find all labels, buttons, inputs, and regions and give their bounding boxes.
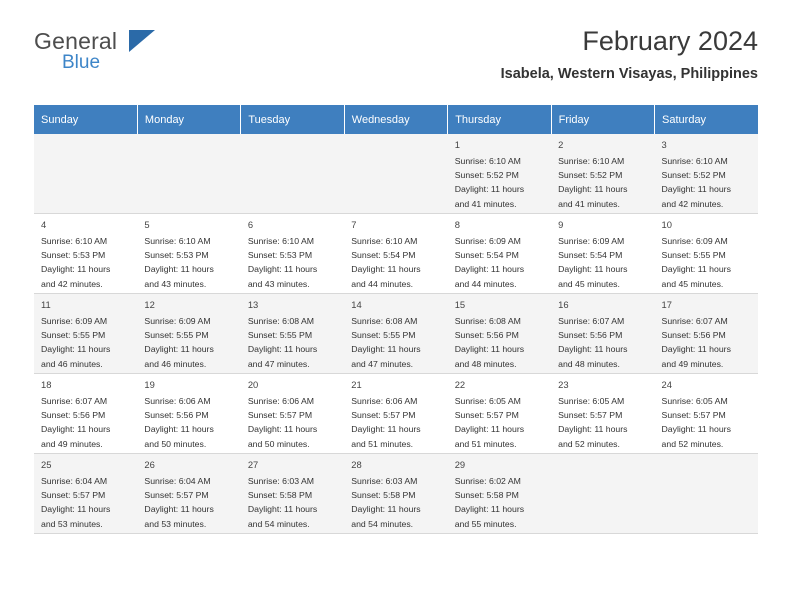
calendar-day-cell [655, 294, 758, 374]
calendar-day-number: 16 [558, 299, 569, 310]
calendar-day-number: 19 [144, 379, 155, 390]
calendar-day-number: 14 [351, 299, 362, 310]
calendar-day-info-line: and 49 minutes. [661, 358, 724, 369]
calendar-day-info-line: Daylight: 11 hours [351, 504, 421, 515]
calendar-week-row [34, 294, 758, 374]
calendar-day-cell [137, 454, 240, 534]
brand-name-blue: Blue [62, 52, 101, 73]
calendar-day-cell [34, 214, 137, 294]
calendar-day-info-line: Sunset: 5:53 PM [41, 250, 106, 261]
calendar-day-info-line: Sunrise: 6:07 AM [661, 316, 728, 327]
calendar-day-info-line: Daylight: 11 hours [351, 344, 421, 355]
calendar-day-info-line: and 46 minutes. [144, 358, 207, 369]
calendar-day-info [558, 314, 654, 370]
calendar-day-info-line: Daylight: 11 hours [454, 424, 525, 435]
calendar-day-info-line: Sunrise: 6:08 AM [454, 316, 521, 327]
calendar-day-info-line: Sunset: 5:55 PM [661, 250, 726, 261]
calendar-day-info-line: Sunrise: 6:08 AM [351, 316, 418, 327]
calendar-day-empty [655, 454, 758, 534]
calendar-day-info-line: Sunset: 5:57 PM [558, 410, 623, 421]
calendar-day-info-line: Sunset: 5:53 PM [144, 250, 209, 261]
calendar-day-info [41, 394, 137, 450]
calendar-week-row [34, 374, 758, 454]
calendar-day-empty [344, 134, 447, 214]
calendar-day-info-line: Sunrise: 6:05 AM [661, 396, 728, 407]
calendar-day-info-line: Sunrise: 6:09 AM [454, 236, 521, 247]
calendar-day-info-line: and 52 minutes. [661, 438, 724, 449]
calendar-day-info-line: and 53 minutes. [41, 518, 103, 529]
calendar-day-info-line: Daylight: 11 hours [247, 344, 318, 355]
calendar-day-info-line: Sunrise: 6:06 AM [247, 396, 315, 407]
calendar-day-info-line: and 42 minutes. [41, 278, 103, 289]
calendar-day-info-line: and 41 minutes. [558, 198, 620, 209]
calendar-day-number: 13 [247, 299, 259, 310]
calendar-day-info-line: Daylight: 11 hours [661, 424, 731, 435]
calendar-day-number: 23 [558, 379, 569, 390]
calendar-day-number: 26 [144, 459, 155, 470]
calendar-day-info-line: Sunrise: 6:09 AM [661, 236, 728, 247]
calendar-day-empty [551, 454, 654, 534]
calendar-day-cell [448, 454, 551, 534]
calendar-day-info-line: and 49 minutes. [41, 438, 103, 449]
calendar-day-cell [344, 214, 447, 294]
calendar-day-info-line: Sunrise: 6:05 AM [558, 396, 625, 407]
calendar-day-info [351, 394, 447, 450]
calendar-week-row [34, 134, 758, 214]
calendar-day-number: 8 [454, 219, 460, 230]
calendar-day-cell [448, 374, 551, 454]
page-title: February 2024 [582, 26, 758, 56]
calendar-day-info-line: Sunset: 5:52 PM [558, 170, 623, 181]
weekday-header-monday: Monday [137, 105, 240, 134]
calendar-day-info-line: Sunset: 5:58 PM [351, 490, 416, 501]
calendar-day-info-line: Sunset: 5:56 PM [558, 330, 623, 341]
calendar-day-number: 5 [144, 219, 150, 230]
calendar-day-info-line: Daylight: 11 hours [454, 344, 525, 355]
calendar-day-info-line: Daylight: 11 hours [247, 504, 318, 515]
calendar-day-info [144, 394, 240, 450]
calendar-day-info-line: Daylight: 11 hours [351, 424, 421, 435]
calendar-day-info-line: Daylight: 11 hours [558, 344, 628, 355]
calendar-day-info-line: Daylight: 11 hours [661, 344, 731, 355]
calendar-day-info [351, 234, 447, 290]
calendar-day-info-line: and 45 minutes. [661, 278, 724, 289]
calendar-day-info-line: Sunset: 5:54 PM [454, 250, 519, 261]
calendar-day-info-line: Sunset: 5:57 PM [247, 410, 313, 421]
weekday-header-sunday: Sunday [34, 105, 137, 134]
weekday-header-wednesday: Wednesday [344, 105, 447, 134]
calendar-day-info [558, 234, 654, 290]
calendar-day-info [144, 234, 240, 290]
calendar-day-info-line: Daylight: 11 hours [454, 184, 525, 195]
calendar-day-cell [551, 134, 654, 214]
calendar-week-row [34, 214, 758, 294]
calendar-day-number: 10 [661, 219, 672, 230]
calendar-day-cell [551, 294, 654, 374]
calendar-day-number: 7 [351, 219, 357, 230]
calendar-day-info-line: Sunset: 5:56 PM [454, 330, 519, 341]
calendar-day-info [248, 234, 344, 290]
calendar-day-info-line: Sunrise: 6:03 AM [247, 476, 315, 487]
calendar-day-cell [34, 374, 137, 454]
calendar-day-info [144, 474, 240, 530]
calendar-day-info-line: Daylight: 11 hours [144, 504, 214, 515]
calendar-day-info-line: and 45 minutes. [558, 278, 620, 289]
calendar-day-info-line: Sunrise: 6:06 AM [351, 396, 418, 407]
calendar-day-info-line: Sunrise: 6:10 AM [351, 236, 418, 247]
calendar-day-cell [655, 134, 758, 214]
calendar-day-cell [448, 214, 551, 294]
calendar-day-info-line: Sunrise: 6:07 AM [558, 316, 625, 327]
calendar-day-number: 28 [351, 459, 362, 470]
calendar-day-number: 29 [454, 459, 466, 470]
calendar-day-cell [344, 454, 447, 534]
calendar-day-info [351, 314, 447, 370]
calendar-day-info-line: Sunset: 5:55 PM [247, 330, 313, 341]
brand-name-general: General [34, 28, 118, 54]
calendar-day-info-line: and 48 minutes. [454, 358, 517, 369]
calendar-day-info-line: and 51 minutes. [454, 438, 517, 449]
calendar-day-info-line: and 46 minutes. [41, 358, 103, 369]
calendar-day-cell [448, 134, 551, 214]
calendar-day-info-line: and 54 minutes. [247, 518, 310, 529]
calendar-day-info [662, 314, 758, 370]
calendar-day-number: 12 [144, 299, 155, 310]
calendar-day-info [662, 394, 758, 450]
calendar-day-info-line: Daylight: 11 hours [41, 424, 111, 435]
calendar-day-info-line: Sunset: 5:54 PM [351, 250, 416, 261]
calendar-day-info-line: Daylight: 11 hours [247, 264, 318, 275]
calendar-day-info-line: Sunrise: 6:10 AM [558, 156, 625, 167]
calendar-day-info-line: and 50 minutes. [247, 438, 310, 449]
calendar-day-info-line: Daylight: 11 hours [41, 344, 111, 355]
calendar-day-number: 2 [558, 139, 564, 150]
calendar-day-cell [344, 374, 447, 454]
calendar-day-info-line: Sunrise: 6:09 AM [41, 316, 108, 327]
calendar-day-info-line: Sunset: 5:56 PM [144, 410, 209, 421]
calendar-day-info-line: Sunrise: 6:03 AM [351, 476, 418, 487]
calendar-day-cell [655, 374, 758, 454]
calendar-day-info-line: Daylight: 11 hours [661, 264, 731, 275]
calendar-day-info [455, 154, 551, 210]
calendar-day-number: 9 [558, 219, 564, 230]
calendar-day-info-line: and 50 minutes. [144, 438, 207, 449]
calendar-day-info-line: Daylight: 11 hours [247, 424, 318, 435]
calendar-day-info-line: Daylight: 11 hours [558, 424, 628, 435]
calendar-day-info-line: Daylight: 11 hours [661, 184, 731, 195]
calendar-day-info [144, 314, 240, 370]
calendar-day-info-line: and 54 minutes. [351, 518, 414, 529]
calendar-day-number: 24 [661, 379, 672, 390]
calendar-day-info-line: Sunrise: 6:10 AM [454, 156, 521, 167]
calendar-day-info-line: Sunset: 5:52 PM [454, 170, 519, 181]
calendar-day-info-line: Sunrise: 6:08 AM [247, 316, 315, 327]
calendar-day-info-line: and 47 minutes. [351, 358, 414, 369]
calendar-day-info-line: Daylight: 11 hours [41, 504, 111, 515]
calendar-day-info-line: Sunset: 5:55 PM [144, 330, 209, 341]
calendar-day-info-line: Daylight: 11 hours [144, 424, 214, 435]
calendar-day-info-line: Sunrise: 6:10 AM [247, 236, 315, 247]
calendar-day-number: 3 [661, 139, 667, 150]
calendar-day-number: 22 [454, 379, 466, 390]
calendar-day-info-line: Sunset: 5:58 PM [247, 490, 313, 501]
calendar-day-number: 1 [454, 139, 460, 150]
calendar-day-info-line: Sunrise: 6:09 AM [558, 236, 625, 247]
calendar-day-empty [34, 134, 137, 214]
calendar-day-info [41, 314, 137, 370]
calendar-day-info-line: and 51 minutes. [351, 438, 414, 449]
calendar-day-cell [551, 374, 654, 454]
calendar-day-cell [241, 294, 344, 374]
calendar-day-info [662, 234, 758, 290]
calendar-day-info-line: Sunrise: 6:10 AM [144, 236, 211, 247]
calendar-day-cell [551, 214, 654, 294]
calendar-day-cell [655, 214, 758, 294]
calendar-day-info-line: and 42 minutes. [661, 198, 724, 209]
calendar-day-info [455, 394, 551, 450]
calendar-day-number: 15 [454, 299, 466, 310]
calendar-day-cell [241, 214, 344, 294]
calendar-day-empty [241, 134, 344, 214]
calendar-day-info-line: Sunset: 5:57 PM [351, 410, 416, 421]
calendar-day-info-line: and 41 minutes. [454, 198, 517, 209]
calendar-day-info [41, 474, 137, 530]
calendar-day-info [351, 474, 447, 530]
calendar-day-cell [241, 454, 344, 534]
calendar-day-info [558, 154, 654, 210]
calendar-day-info-line: and 52 minutes. [558, 438, 620, 449]
calendar-day-info [248, 474, 344, 530]
calendar-day-number: 6 [247, 219, 254, 230]
calendar-day-info-line: and 53 minutes. [144, 518, 207, 529]
calendar-day-info-line: Daylight: 11 hours [558, 264, 628, 275]
brand-logo[interactable] [34, 28, 214, 78]
calendar-day-number: 20 [247, 379, 259, 390]
calendar-day-info-line: Sunrise: 6:04 AM [144, 476, 211, 487]
calendar-day-info-line: Sunset: 5:55 PM [351, 330, 416, 341]
page-header [34, 0, 758, 82]
calendar-day-info-line: Daylight: 11 hours [144, 344, 214, 355]
calendar-day-info-line: Sunset: 5:58 PM [454, 490, 519, 501]
calendar-day-info [455, 234, 551, 290]
calendar-day-info [248, 314, 344, 370]
calendar-day-info-line: Daylight: 11 hours [41, 264, 111, 275]
calendar-day-info-line: Sunset: 5:52 PM [661, 170, 726, 181]
calendar-day-info-line: Daylight: 11 hours [454, 264, 525, 275]
weekday-header-saturday: Saturday [655, 105, 758, 134]
calendar-day-info [558, 394, 654, 450]
calendar-day-number: 27 [247, 459, 259, 470]
calendar-day-info [41, 234, 137, 290]
calendar-day-info-line: Sunset: 5:54 PM [558, 250, 623, 261]
calendar-day-info-line: Daylight: 11 hours [351, 264, 421, 275]
calendar-day-cell [34, 454, 137, 534]
calendar-day-cell [241, 374, 344, 454]
calendar-day-number: 25 [41, 459, 52, 470]
calendar-day-info-line: Sunset: 5:57 PM [41, 490, 106, 501]
calendar-day-cell [137, 214, 240, 294]
calendar-day-cell [137, 374, 240, 454]
calendar-day-info-line: and 43 minutes. [247, 278, 310, 289]
calendar-week-row [34, 454, 758, 534]
calendar-day-info-line: Sunrise: 6:06 AM [144, 396, 211, 407]
calendar-day-cell [137, 294, 240, 374]
calendar-day-info-line: Sunrise: 6:05 AM [454, 396, 521, 407]
calendar-day-info-line: Sunrise: 6:10 AM [41, 236, 108, 247]
calendar-day-info [455, 474, 551, 530]
flag-icon [129, 30, 155, 52]
calendar-day-info-line: Sunset: 5:57 PM [454, 410, 519, 421]
calendar-day-info-line: Sunset: 5:55 PM [41, 330, 106, 341]
calendar-day-number: 4 [41, 219, 47, 230]
calendar-day-info-line: and 55 minutes. [454, 518, 517, 529]
calendar-day-number: 17 [661, 299, 672, 310]
calendar-day-info-line: Sunrise: 6:02 AM [454, 476, 521, 487]
calendar-day-info [662, 154, 758, 210]
calendar-day-info-line: and 43 minutes. [144, 278, 207, 289]
calendar-day-number: 18 [41, 379, 52, 390]
calendar-day-info-line: Sunset: 5:56 PM [661, 330, 726, 341]
location-subtitle: Isabela, Western Visayas, Philippines [500, 66, 758, 82]
calendar-day-info-line: Sunrise: 6:09 AM [144, 316, 211, 327]
calendar-day-cell [34, 294, 137, 374]
calendar-day-info-line: Sunset: 5:57 PM [661, 410, 726, 421]
calendar-day-info-line: Sunrise: 6:04 AM [41, 476, 108, 487]
sun-times-calendar [34, 105, 758, 534]
calendar-day-info [455, 314, 551, 370]
calendar-day-info-line: Daylight: 11 hours [454, 504, 525, 515]
calendar-day-info-line: Sunset: 5:53 PM [247, 250, 313, 261]
calendar-day-number: 11 [41, 299, 51, 310]
calendar-day-cell [344, 294, 447, 374]
calendar-day-info-line: Sunset: 5:56 PM [41, 410, 106, 421]
calendar-body [34, 134, 758, 534]
calendar-day-info-line: and 47 minutes. [247, 358, 310, 369]
calendar-day-cell [448, 294, 551, 374]
calendar-day-info-line: Sunrise: 6:07 AM [41, 396, 108, 407]
calendar-day-info-line: and 44 minutes. [351, 278, 414, 289]
calendar-day-info-line: and 48 minutes. [558, 358, 620, 369]
weekday-header-thursday: Thursday [448, 105, 551, 134]
weekday-header-friday: Friday [551, 105, 654, 134]
calendar-day-info-line: and 44 minutes. [454, 278, 517, 289]
calendar-day-info [248, 394, 344, 450]
calendar-day-info-line: Sunrise: 6:10 AM [661, 156, 728, 167]
calendar-day-info-line: Daylight: 11 hours [558, 184, 628, 195]
calendar-day-empty [137, 134, 240, 214]
calendar-day-number: 21 [351, 379, 362, 390]
weekday-header-row [34, 105, 758, 134]
calendar-day-info-line: Sunset: 5:57 PM [144, 490, 209, 501]
weekday-header-tuesday: Tuesday [241, 105, 344, 134]
calendar-day-info-line: Daylight: 11 hours [144, 264, 214, 275]
